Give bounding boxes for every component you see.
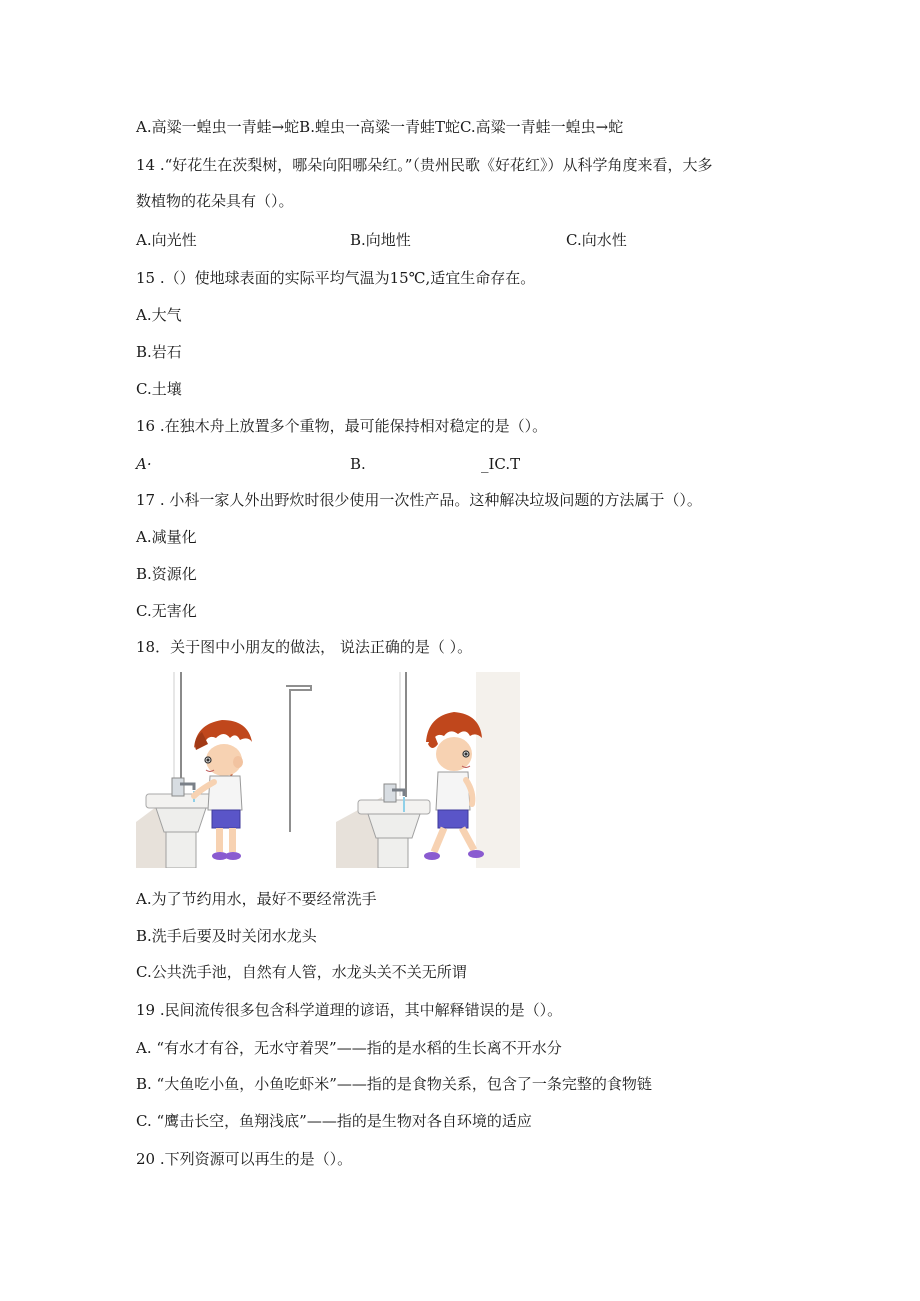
q19-option-a: A. “有水才有谷，无水守着哭”——指的是水稻的生长离不开水分 bbox=[136, 1039, 562, 1057]
handwashing-illustration bbox=[136, 672, 520, 868]
panel-right-boy-walking-away bbox=[336, 672, 520, 868]
q14-option-c: C.向水性 bbox=[566, 231, 627, 249]
q13-options: A.高粱一蝗虫一青蛙→蛇B.蝗虫一高粱一青蛙T蛇C.高粱一青蛙一蝗虫→蛇 bbox=[136, 118, 624, 136]
q19-option-c: C. “鹰击长空，鱼翔浅底”——指的是生物对各自环境的适应 bbox=[136, 1112, 532, 1130]
q16-option-a: A· bbox=[136, 455, 152, 473]
q19-option-b: B. “大鱼吃小鱼，小鱼吃虾米”——指的是食物关系，包含了一条完整的食物链 bbox=[136, 1075, 652, 1093]
panel-left-boy-washing-hands bbox=[136, 672, 326, 868]
q15-option-c: C.土壤 bbox=[136, 380, 182, 398]
q20-stem: 20 .下列资源可以再生的是（）。 bbox=[136, 1150, 353, 1168]
q14-stem-line2: 数植物的花朵具有（）。 bbox=[136, 192, 294, 210]
q18-option-b: B.洗手后要及时关闭水龙头 bbox=[136, 927, 317, 945]
q17-option-c: C.无害化 bbox=[136, 602, 197, 620]
q17-option-a: A.减量化 bbox=[136, 528, 197, 546]
q15-option-a: A.大气 bbox=[136, 306, 182, 324]
q15-option-b: B.岩石 bbox=[136, 343, 182, 361]
q18-option-a: A.为了节约用水，最好不要经常洗手 bbox=[136, 890, 377, 908]
q14-option-b: B.向地性 bbox=[350, 231, 411, 249]
q16-stem: 16 .在独木舟上放置多个重物，最可能保持相对稳定的是（）。 bbox=[136, 417, 548, 435]
q17-stem: 17 . 小科一家人外出野炊时很少使用一次性产品。这种解决垃圾问题的方法属于（）。 bbox=[136, 491, 702, 509]
q16-option-c: _IC.T bbox=[481, 455, 521, 473]
q17-option-b: B.资源化 bbox=[136, 565, 197, 583]
q14-option-a: A.向光性 bbox=[136, 231, 197, 249]
q19-stem: 19 .民间流传很多包含科学道理的谚语，其中解释错误的是（）。 bbox=[136, 1001, 563, 1019]
q18-option-c: C.公共洗手池，自然有人管，水龙头关不关无所谓 bbox=[136, 963, 467, 981]
q18-stem: 18．关于图中小朋友的做法， 说法正确的是（ ）。 bbox=[136, 638, 473, 656]
q14-stem-line1: 14 .“好花生在茨梨树，哪朵向阳哪朵红。”（贵州民歌《好花红》）从科学角度来看，大多 bbox=[136, 156, 713, 174]
q16-option-b: B. bbox=[350, 455, 366, 473]
q15-stem: 15 .（）使地球表面的实际平均气温为15℃,适宜生命存在。 bbox=[136, 269, 536, 287]
